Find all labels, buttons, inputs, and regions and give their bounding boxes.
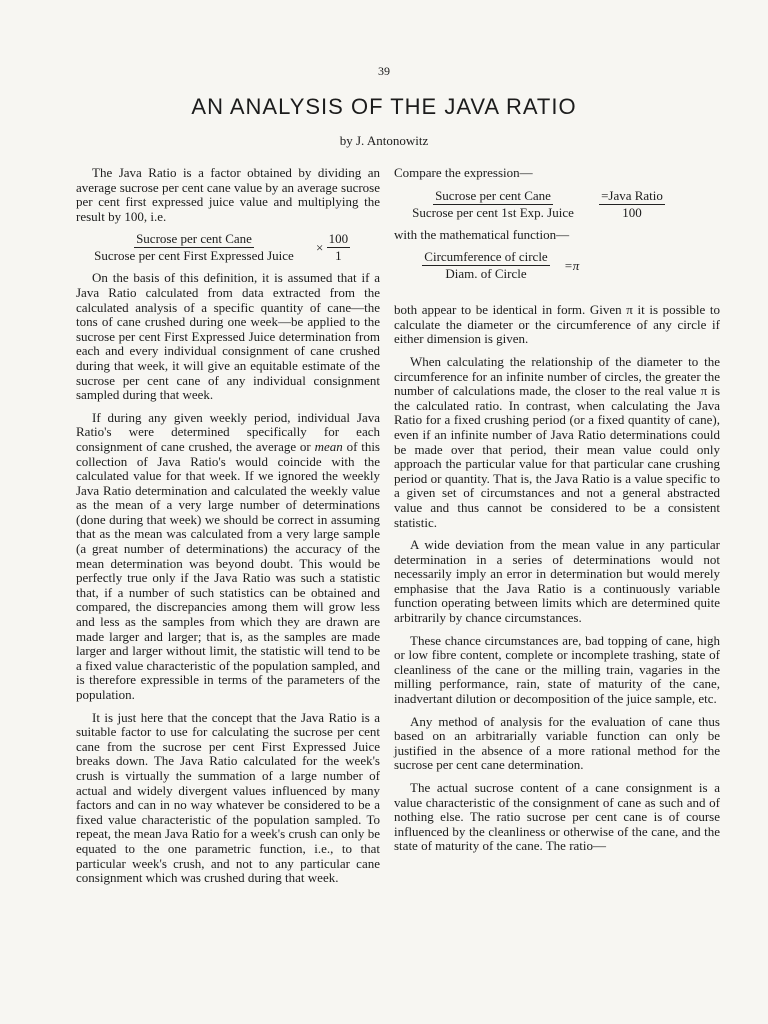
right-column (394, 166, 720, 862)
left-column (76, 166, 380, 894)
page-number: 39 (378, 64, 390, 78)
formula-numerator: Sucrose per cent Cane (136, 231, 252, 247)
multiplier-numerator: 100 (328, 231, 349, 247)
java-ratio-expression (394, 189, 720, 220)
paragraph: On the basis of this definition, it is assumed that if a Java Ratio calculated from data extracted from the calculated analysis of a specific quantity of cane—the tons of cane crushed during one week—be applied to the sucrose per cent First Expressed Juice determination from each and every individual consignment of cane crushed during that week, it will give an equitable estimate of the sucrose per cent cane of any individual consignment sampled during that week. (76, 270, 380, 403)
expression-fraction (394, 189, 592, 220)
expression-right-denominator: 100 (622, 204, 642, 220)
paragraph: Compare the expression— (394, 165, 533, 180)
byline: by J. Antonowitz (339, 133, 429, 148)
paragraph: If during any given weekly period, individual Java Ratio's were determined specifically for each consignment of cane crushed, the average or mean of this collection of Java Ratio's would coincide with the calculated value for that week. If we ignored the weekly Java Ratio determination and calculated the weekly value as the mean of a very large number of determinations (done during that week) we should be correct in assuming that as the mean was calculated from a very large sample (a great number of determinations) the accuracy of the mean determination was beyond doubt. This would be perfectly true only if the Java Ratio was such a statistic that, if a number of such statistics can be obtained and compared, the discrepancies among them will grow less and less as the samples from which they are drawn are made larger and larger; that is, as the samples are made larger and larger without limit, the statistic will tend to be a fixed value characteristic of the population sampled, and is therefore expressible in terms of the parameters of the population. (76, 409, 380, 702)
pi-function (410, 250, 720, 281)
paragraph: The Java Ratio is a factor obtained by dividing an average sucrose per cent cane value by an average sucrose per cent first expressed juice value and multiplying the result by 100, i.e. (76, 165, 380, 224)
paragraph: The actual sucrose content of a cane consignment is a value characteristic of the consignment of cane as such and of nothing else. The ratio sucrose per cent cane is of course influenced by the cleanliness or otherwise of the cane, and the state of maturity of the cane. The ratio— (394, 780, 720, 854)
java-ratio-formula (76, 232, 380, 263)
paragraph: both appear to be identical in form. Given π it is possible to calculate the diameter or the circumference of any circle if either dimension is given. (394, 302, 720, 347)
expression-denominator: Sucrose per cent 1st Exp. Juice (412, 204, 574, 220)
paragraph: It is just here that the concept that the Java Ratio is a suitable factor to use for calculating the sucrose per cent cane from the sucrose per cent First Expressed Juice breaks down. The Java Ratio calculated for the week's crush is virtually the summation of a large number of actual and widely divergent values influenced by many factors and can in no way whatever be considered to be a fixed value characteristic of the population sampled. To repeat, the mean Java Ratio for a week's crush can only be equated to the one parametric function, i.e., to that particular week's crush, and not to any particular cane consignment which was crushed during that week. (76, 709, 380, 886)
expression-right-side (592, 189, 672, 220)
multiplier-denominator: 1 (335, 248, 342, 264)
pi-fraction (410, 250, 562, 281)
formula-fraction (76, 232, 312, 263)
emphasis: mean (314, 438, 343, 454)
paragraph: When calculating the relationship of the diameter to the circumference for an infinite number of circles, the greater the number of calculations made, the closer to the real value π is the calculated ratio. In contrast, when calculating the Java Ratio for a fixed crushing period (or a fixed quantity of cane), even if an infinite number of Java Ratio determinations could be made over that period, their mean value could only approach the particular value for that particular cane crushing period or quantity. That is, the Java Ratio is a value specific to a given set of circumstances and not a general abstracted value and thus cannot be considered to be a consistent statistic. (394, 353, 720, 530)
pi-result: =π (564, 257, 580, 273)
formula-multiplier (325, 232, 351, 263)
expression-equals: =Java Ratio (601, 187, 663, 203)
pi-denominator: Diam. of Circle (445, 266, 527, 282)
formula-operator: × (316, 239, 324, 255)
paragraph: Any method of analysis for the evaluation of cane thus based on an arbitrarially variable function can only be justified in the absence of a more rational method for the sucrose per cent cane determination. (394, 713, 720, 773)
pi-numerator: Circumference of circle (424, 249, 548, 265)
paragraph: These chance circumstances are, bad topping of cane, high or low fibre content, complete or incomplete trashing, state of cleanliness of the cane or the milling train, vagaries in the milling performance, rain, state of maturity of the cane, inadvertant dilution or decomposition of the juice sample, etc. (394, 632, 720, 707)
paragraph: A wide deviation from the mean value in any particular determination in a series of determinations would not necessarily imply an error in determination but would merely emphasise that the Java Ratio is a continuously variable function operating between limits which are determined quite arbitrarily by chance circumstances. (394, 537, 720, 626)
formula-denominator: Sucrose per cent First Expressed Juice (94, 248, 294, 264)
expression-numerator: Sucrose per cent Cane (435, 187, 551, 203)
paragraph: with the mathematical function— (394, 226, 570, 242)
article-title: AN ANALYSIS OF THE JAVA RATIO (191, 94, 577, 119)
